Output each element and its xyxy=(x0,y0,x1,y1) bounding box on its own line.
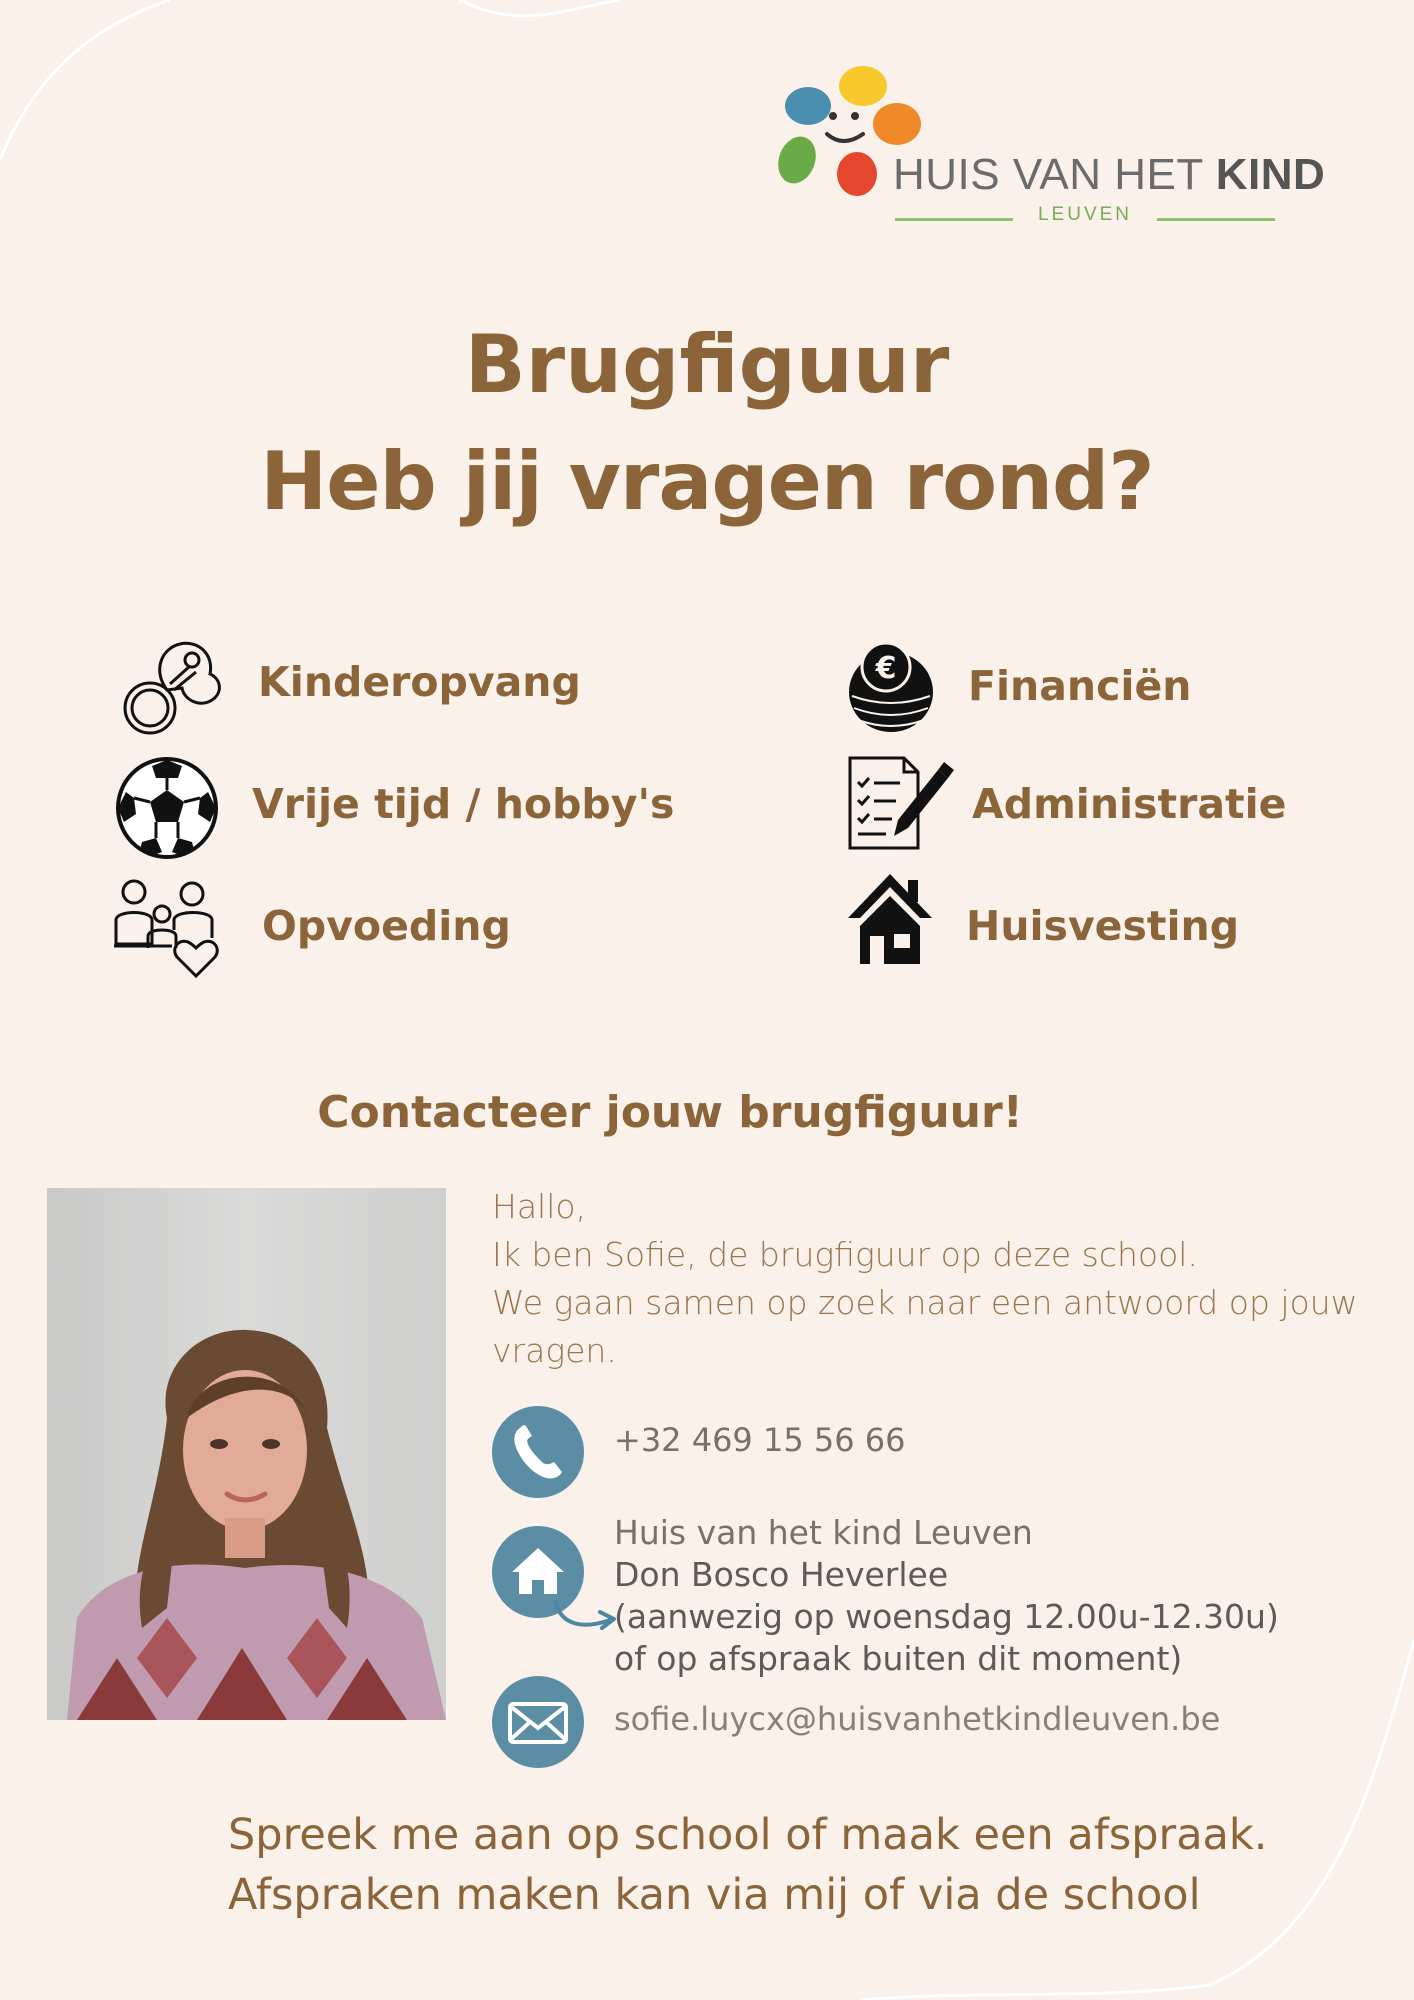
topic-label: Vrije tijd / hobby's xyxy=(252,780,675,828)
footer-line-2: Afspraken maken kan via mij of via de school xyxy=(228,1870,1201,1920)
portrait-photo xyxy=(47,1188,446,1720)
page-subtitle: Heb jij vragen rond? xyxy=(260,435,1154,528)
email-address[interactable]: sofie.luycx@huisvanhetkindleuven.be xyxy=(614,1700,1221,1738)
phone-number[interactable]: +32 469 15 56 66 xyxy=(614,1421,906,1459)
intro-line: vragen. xyxy=(492,1331,617,1370)
contact-heading: Contacteer jouw brugfiguur! xyxy=(317,1087,1023,1138)
address-line: of op afspraak buiten dit moment) xyxy=(614,1639,1183,1678)
topic-label: Financiën xyxy=(968,662,1192,710)
logo-name: HUIS VAN HET KIND xyxy=(893,150,1326,199)
address-block xyxy=(614,1512,1279,1680)
topic-financien xyxy=(846,634,1306,744)
topic-administratie xyxy=(846,752,1306,862)
logo-line-right xyxy=(1157,218,1275,221)
pacifier-icon xyxy=(112,630,222,740)
topic-kinderopvang xyxy=(112,630,632,740)
logo-city-row xyxy=(895,204,1275,234)
document-pen-icon xyxy=(846,752,956,862)
address-line: (aanwezig op woensdag 12.00u-12.30u) xyxy=(614,1597,1279,1636)
topic-label: Kinderopvang xyxy=(258,658,581,706)
intro-line: We gaan samen op zoek naar een antwoord op jouw xyxy=(492,1283,1358,1322)
page-title: Brugfiguur xyxy=(464,318,950,411)
logo-city: LEUVEN xyxy=(1037,204,1133,225)
topic-vrije-tijd xyxy=(112,752,675,862)
euro-coins-icon xyxy=(846,634,956,744)
phone-icon xyxy=(492,1406,584,1498)
soccer-ball-icon xyxy=(112,752,222,862)
arrow-icon xyxy=(552,1600,622,1640)
address-line: Huis van het kind Leuven xyxy=(614,1513,1033,1552)
address-line: Don Bosco Heverlee xyxy=(614,1555,949,1594)
intro-line: Hallo, xyxy=(492,1187,587,1226)
house-icon xyxy=(846,874,956,984)
intro-text xyxy=(492,1183,1372,1375)
family-heart-icon xyxy=(112,874,222,984)
svg-text:€: € xyxy=(875,651,897,686)
topic-label: Opvoeding xyxy=(262,902,511,950)
topic-label: Huisvesting xyxy=(966,902,1240,950)
topic-huisvesting xyxy=(846,874,1306,984)
intro-line: Ik ben Sofie, de brugfiguur op deze school. xyxy=(492,1235,1198,1274)
logo xyxy=(775,62,1326,237)
mail-icon xyxy=(492,1676,584,1768)
topic-label: Administratie xyxy=(972,780,1287,828)
topic-opvoeding xyxy=(112,874,632,984)
footer-line-1: Spreek me aan op school of maak een afspraak. xyxy=(228,1810,1268,1860)
